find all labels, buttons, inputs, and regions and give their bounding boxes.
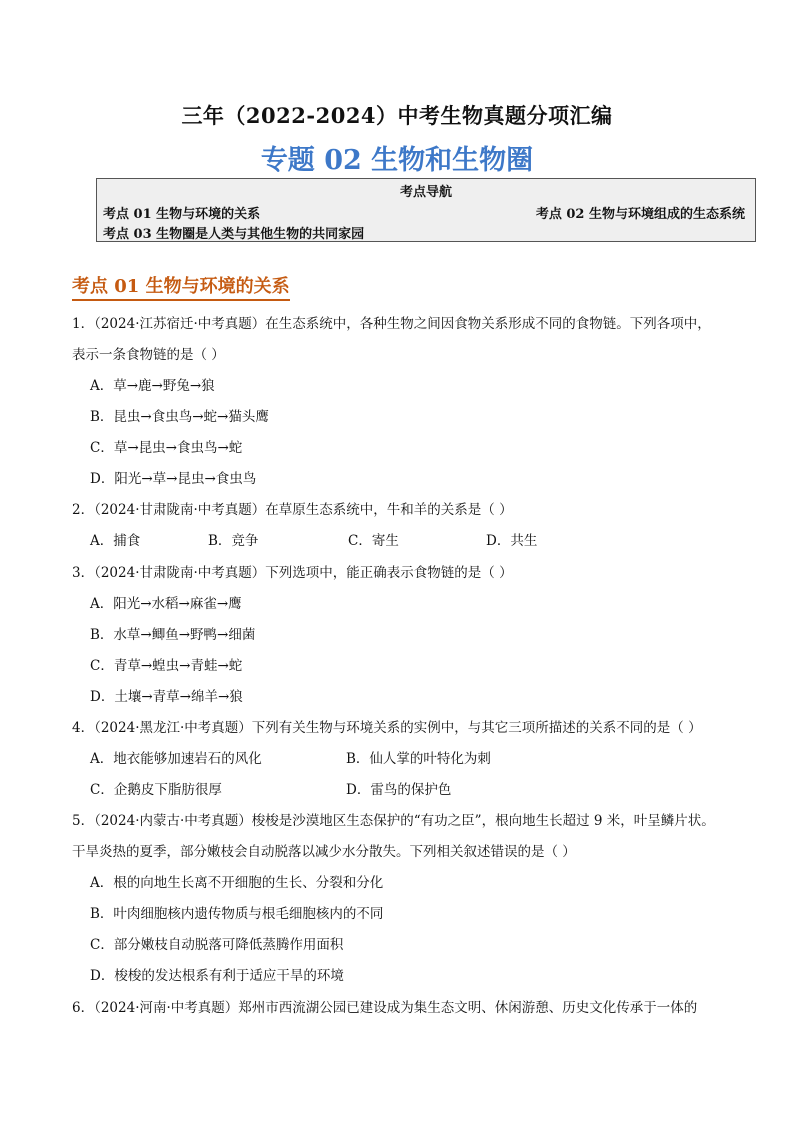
navigation-title: 考点导航 — [399, 185, 452, 200]
question-3-stem: 3．（2024·甘肃陇南·中考真题）下列选项中，能正确表示食物链的是（ ） — [72, 565, 513, 581]
document-title: 三年（2022-2024）中考生物真题分项汇编 — [181, 103, 613, 128]
question-1-option-b: B．昆虫→食虫鸟→蛇→猫头鹰 — [90, 409, 269, 425]
question-2-option-c: C．寄生 — [348, 533, 399, 549]
question-4-option-a: A．地衣能够加速岩石的风化 — [90, 751, 262, 767]
question-1-option-d: D．阳光→草→昆虫→食虫鸟 — [90, 471, 257, 487]
question-5-option-b: B．叶肉细胞核内遗传物质与根毛细胞核内的不同 — [90, 906, 384, 922]
question-2-option-b: B．竞争 — [208, 533, 259, 549]
question-1-option-a: A．草→鹿→野兔→狼 — [90, 378, 215, 394]
nav-item-topic-01[interactable]: 考点 01 生物与环境的关系 — [103, 207, 261, 222]
question-4-stem: 4．（2024·黑龙江·中考真题）下列有关生物与环境关系的实例中，与其它三项所描述的关系不同的是（ ） — [72, 720, 702, 736]
nav-item-topic-03[interactable]: 考点 03 生物圈是人类与其他生物的共同家园 — [103, 227, 365, 242]
topic-navigation-box — [96, 178, 756, 242]
question-4-option-c: C．企鹅皮下脂肪很厚 — [90, 782, 222, 798]
question-5-option-a: A．根的向地生长离不开细胞的生长、分裂和分化 — [90, 875, 384, 891]
question-4-option-b: B．仙人掌的叶特化为刺 — [346, 751, 491, 767]
question-6-stem: 6．（2024·河南·中考真题）郑州市西流湖公园已建设成为集生态文明、休闲游憩、历史文化传承于一体的 — [72, 1000, 698, 1016]
question-5-option-c: C．部分嫩枝自动脱落可降低蒸腾作用面积 — [90, 937, 344, 953]
question-3-option-d: D．土壤→青草→绵羊→狼 — [90, 689, 243, 705]
question-2-option-a: A．捕食 — [90, 533, 141, 549]
question-3-option-a: A．阳光→水稻→麻雀→鹰 — [90, 596, 242, 612]
question-1-option-c: C．草→昆虫→食虫鸟→蛇 — [90, 440, 243, 456]
nav-item-topic-02[interactable]: 考点 02 生物与环境组成的生态系统 — [535, 207, 745, 222]
question-1-stem-continued: 表示一条食物链的是（ ） — [72, 347, 225, 363]
topic-title: 专题 02 生物和生物圈 — [260, 145, 534, 176]
question-2-stem: 2．（2024·甘肃陇南·中考真题）在草原生态系统中，牛和羊的关系是（ ） — [72, 502, 513, 518]
question-5-option-d: D．梭梭的发达根系有利于适应干旱的环境 — [90, 968, 344, 984]
question-5-stem-continued: 干旱炎热的夏季，部分嫩枝会自动脱落以减少水分散失。下列相关叙述错误的是（ ） — [72, 844, 576, 860]
section-heading: 考点 01 生物与环境的关系 — [72, 272, 290, 301]
question-5-stem: 5．（2024·内蒙古·中考真题）梭梭是沙漠地区生态保护的“有功之臣”，根向地生长超过 9 米，叶呈鳞片状。 — [72, 813, 715, 829]
question-3-option-b: B．水草→鲫鱼→野鸭→细菌 — [90, 627, 256, 643]
question-3-option-c: C．青草→蝗虫→青蛙→蛇 — [90, 658, 243, 674]
question-1-stem: 1．（2024·江苏宿迁·中考真题）在生态系统中，各种生物之间因食物关系形成不同的食物链。下列各项中， — [72, 316, 711, 332]
question-2-option-d: D．共生 — [486, 533, 538, 549]
question-4-option-d: D．雷鸟的保护色 — [346, 782, 452, 798]
